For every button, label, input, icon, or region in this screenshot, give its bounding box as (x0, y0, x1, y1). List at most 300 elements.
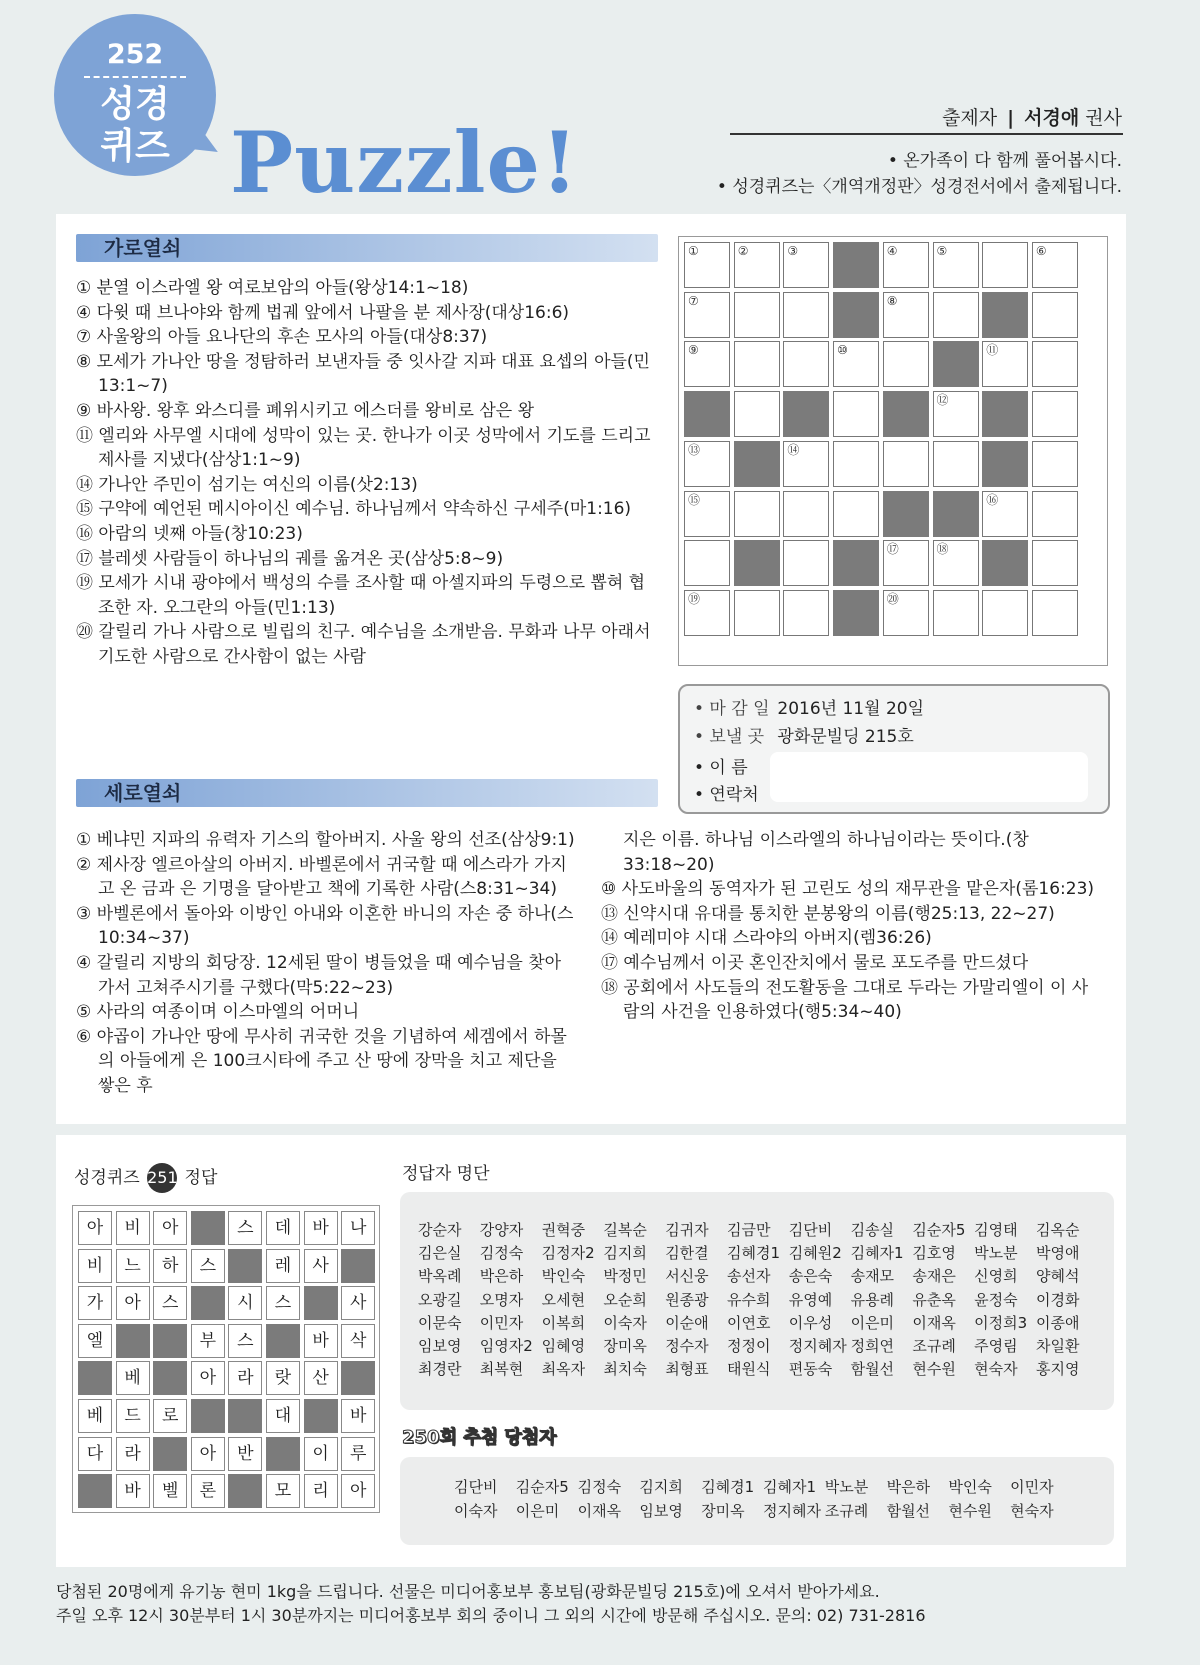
correct-name: 정수자 (665, 1337, 709, 1355)
grid-cell[interactable] (734, 341, 780, 387)
correct-name: 송재은 (912, 1267, 956, 1286)
author-suffix: 권사 (1085, 107, 1122, 129)
grid-cell[interactable] (1032, 441, 1078, 487)
author-line (942, 106, 1122, 130)
author-rule (730, 133, 1123, 135)
grid-cell[interactable] (1032, 540, 1078, 586)
answer-cell-blocked (116, 1324, 150, 1358)
correct-name: 이민자 (479, 1313, 524, 1332)
winner-name: 임보영 (639, 1502, 683, 1520)
answer-cell-blocked (228, 1474, 262, 1508)
winners-title: 250회 추첨 당첨자 (402, 1427, 557, 1448)
deadline-row (694, 698, 924, 720)
answer-cell: 아 (191, 1361, 225, 1395)
grid-cell-blocked (833, 242, 879, 288)
answer-cell-blocked (78, 1361, 112, 1395)
answer-cell-blocked (341, 1249, 375, 1283)
correct-name: 김귀자 (665, 1221, 709, 1239)
footer-visit-note: 주일 오후 12시 30분부터 1시 30분까지는 미디어홍보부 회의 중이니 그 외의 시간에 방문해 주십시오. 문의: 02) 731-2816 (56, 1606, 926, 1625)
grid-cell[interactable] (1032, 341, 1078, 387)
grid-cell[interactable] (734, 292, 780, 338)
across-header (76, 234, 658, 262)
answer-cell-blocked (78, 1474, 112, 1508)
clue-number: ⑲ (688, 591, 701, 606)
correct-name: 이은미 (850, 1313, 895, 1332)
deadline-label: • 마 감 일 (694, 699, 770, 719)
answer-cell: 루 (341, 1437, 375, 1471)
winner-name: 김정숙 (577, 1478, 622, 1496)
correct-name-row (418, 1336, 1098, 1356)
down-clue: ⑬ 신약시대 유대를 통치한 분봉왕의 이름(행25:13, 22~27) (601, 903, 1055, 924)
answer-cell: 이 (304, 1437, 338, 1471)
correct-name: 이순애 (665, 1313, 709, 1332)
grid-cell[interactable] (684, 341, 730, 387)
grid-cell[interactable] (883, 540, 929, 586)
correct-names-title: 정답자 명단 (402, 1164, 490, 1184)
correct-name-row (418, 1359, 1098, 1379)
contact-label: • 연락처 (694, 785, 759, 805)
correct-name: 편동숙 (788, 1360, 833, 1379)
winner-name: 이민자 (1010, 1478, 1054, 1496)
answer-cell: 아 (78, 1211, 112, 1245)
correct-name: 길복순 (603, 1221, 647, 1239)
grid-cell[interactable] (783, 441, 829, 487)
winner-name-row (454, 1477, 1072, 1497)
correct-name: 권혁중 (541, 1221, 586, 1239)
correct-name: 박은하 (479, 1267, 524, 1286)
correct-name: 박옥례 (418, 1267, 462, 1286)
across-clue: ④ 다윗 때 브나야와 함께 법궤 앞에서 나팔을 분 제사장(대상16:6) (76, 302, 570, 323)
grid-cell[interactable] (734, 391, 780, 437)
answer-cell: 나 (341, 1211, 375, 1245)
answer-cell: 시 (228, 1286, 262, 1320)
winner-name-row (454, 1501, 1072, 1521)
correct-name: 이복희 (541, 1313, 586, 1332)
puzzle-panel (56, 214, 1126, 1124)
answer-cell: 라 (116, 1437, 150, 1471)
correct-name: 이정희3 (974, 1313, 1028, 1332)
grid-cell[interactable] (933, 590, 979, 636)
winner-name: 함월선 (886, 1502, 931, 1520)
answer-cell: 엘 (78, 1324, 112, 1358)
grid-cell[interactable] (1032, 242, 1078, 288)
grid-cell-blocked (783, 391, 829, 437)
note-family: • 온가족이 다 함께 풀어봅시다. (887, 151, 1122, 171)
correct-name: 김옥순 (1035, 1221, 1080, 1239)
grid-cell-blocked (734, 540, 780, 586)
correct-name-row (418, 1313, 1098, 1333)
clue-number: ④ (886, 244, 898, 258)
correct-name: 윤정숙 (974, 1290, 1018, 1309)
grid-cell[interactable] (883, 590, 929, 636)
down-clue: ② 제사장 엘르아살의 아버지. 바벨론에서 귀국할 때 에스라가 가지고 온 금과 은 기명을 달아받고 책에 기록한 사람(스8:31~34) (76, 854, 567, 900)
answer-cell: 리 (304, 1474, 338, 1508)
answer-cell: 스 (228, 1211, 262, 1245)
grid-cell-blocked (982, 441, 1028, 487)
answer-cell: 드 (116, 1399, 150, 1433)
grid-cell[interactable] (933, 242, 979, 288)
grid-cell[interactable] (1032, 391, 1078, 437)
answer-cell: 데 (266, 1211, 300, 1245)
clue-number: ⑨ (688, 343, 699, 358)
answer-cell: 레 (266, 1249, 300, 1283)
answer-cell: 가 (78, 1286, 112, 1320)
grid-cell[interactable] (684, 441, 730, 487)
correct-name: 강순자 (418, 1221, 462, 1239)
correct-name: 김정자2 (541, 1244, 595, 1263)
across-clue: ⑲ 모세가 시내 광야에서 백성의 수를 조사할 때 아셀지파의 두령으로 뽑혀 협조한 자. 오그란의 아들(민1:13) (76, 573, 646, 618)
badge-line2: 퀴즈 (100, 126, 170, 167)
correct-name: 송재모 (850, 1267, 895, 1286)
down-clue: 지은 이름. 하나님 이스라엘의 하나님이라는 뜻이다.(창33:18~20) (623, 830, 1029, 875)
winner-name: 정지혜자 (762, 1502, 821, 1520)
answer-cell-blocked (304, 1399, 338, 1433)
answer-cell: 로 (153, 1399, 187, 1433)
answer-cell: 베 (116, 1361, 150, 1395)
correct-name: 김순자5 (912, 1221, 966, 1239)
correct-name: 차일환 (1035, 1337, 1080, 1355)
clue-number: ③ (787, 244, 799, 258)
answer-cell-blocked (153, 1437, 187, 1471)
grid-cell-blocked (982, 540, 1028, 586)
correct-name: 유수희 (726, 1290, 771, 1309)
grid-cell[interactable] (684, 491, 730, 537)
correct-name: 이종애 (1035, 1313, 1080, 1332)
answer-cell: 바 (116, 1474, 150, 1508)
address-value: 광화문빌딩 215호 (777, 727, 914, 747)
clue-number: ⑧ (886, 293, 898, 308)
grid-cell[interactable] (783, 590, 829, 636)
grid-cell[interactable] (1032, 292, 1078, 338)
grid-cell[interactable] (1032, 491, 1078, 537)
correct-name: 김지희 (603, 1244, 647, 1263)
across-clue: ⑳ 갈릴리 가나 사람으로 빌립의 친구. 예수님을 소개받음. 무화과 나무 아래서 기도한 사람으로 간사함이 없는 사람 (76, 622, 651, 667)
clue-number: ⑥ (1035, 244, 1047, 258)
answer-cell: 하 (153, 1249, 187, 1283)
page-title: Puzzle! (230, 113, 579, 212)
winner-name: 조규례 (824, 1502, 869, 1520)
clue-number: ⑭ (787, 442, 800, 457)
grid-cell[interactable] (883, 441, 929, 487)
down-clue: ⑤ 사라의 여종이며 이스마엘의 어머니 (76, 1002, 360, 1023)
answer-cell: 스 (191, 1249, 225, 1283)
correct-name: 신영희 (974, 1267, 1018, 1286)
correct-name: 정희연 (850, 1337, 895, 1355)
answer-cell-blocked (191, 1286, 225, 1320)
clue-number: ① (688, 244, 699, 258)
correct-name: 김영태 (974, 1221, 1018, 1239)
answer-cell-blocked (304, 1286, 338, 1320)
answer-cell: 바 (304, 1211, 338, 1245)
correct-name: 원종광 (665, 1290, 709, 1309)
winner-name: 김순자5 (515, 1478, 569, 1496)
down-clue: ⑱ 공회에서 사도들의 전도활동을 그대로 두라는 가말리엘이 이 사람의 사건을 인용하였다(행5:34~40) (601, 977, 1089, 1023)
across-clue: ⑮ 구약에 예언된 메시아이신 예수님. 하나님께서 약속하신 구세주(마1:16) (76, 499, 632, 520)
down-title: 세로열쇠 (104, 781, 182, 805)
correct-name: 함월선 (850, 1360, 895, 1379)
answer-cell-blocked (153, 1361, 187, 1395)
grid-cell[interactable] (684, 540, 730, 586)
grid-cell[interactable] (883, 242, 929, 288)
correct-name: 송선자 (726, 1267, 771, 1286)
correct-name: 박노분 (974, 1244, 1018, 1263)
grid-cell[interactable] (684, 292, 730, 338)
deadline-value: 2016년 11월 20일 (777, 699, 925, 719)
answer-cell: 베 (78, 1399, 112, 1433)
grid-cell-blocked (883, 491, 929, 537)
down-clue: ⑰ 예수님께서 이곳 혼인잔치에서 물로 포도주를 만드셨다 (601, 952, 1029, 973)
answer-title-prefix: 성경퀴즈 (74, 1168, 140, 1188)
correct-name: 박영애 (1035, 1244, 1080, 1263)
winner-name: 현숙자 (1010, 1502, 1054, 1520)
winner-name: 장미옥 (701, 1502, 745, 1520)
grid-cell-blocked (833, 292, 879, 338)
answer-cell: 대 (266, 1399, 300, 1433)
author-separator: | (1007, 107, 1015, 129)
clue-number: ⑬ (688, 442, 701, 457)
grid-cell[interactable] (783, 491, 829, 537)
answer-cell: 사 (341, 1286, 375, 1320)
correct-name: 김단비 (788, 1221, 833, 1239)
badge-line1: 성경 (100, 84, 170, 125)
grid-cell[interactable] (883, 341, 929, 387)
answer-title-suffix: 정답 (184, 1168, 218, 1188)
correct-name: 김호영 (912, 1244, 956, 1263)
correct-name: 조규례 (912, 1337, 956, 1355)
clue-number: ⑩ (837, 343, 848, 358)
grid-cell[interactable] (982, 242, 1028, 288)
correct-name: 김정숙 (479, 1244, 524, 1263)
across-clue: ⑨ 바사왕. 왕후 와스디를 폐위시키고 에스더를 왕비로 삼은 왕 (76, 400, 535, 421)
answer-cell: 랏 (266, 1361, 300, 1395)
grid-cell[interactable] (833, 441, 879, 487)
correct-name: 최옥자 (541, 1360, 586, 1379)
grid-cell[interactable] (783, 341, 829, 387)
grid-cell[interactable] (933, 292, 979, 338)
grid-cell[interactable] (783, 292, 829, 338)
down-header (76, 779, 658, 807)
across-title: 가로열쇠 (104, 236, 182, 260)
grid-cell-blocked (684, 391, 730, 437)
answer-cell-blocked (228, 1249, 262, 1283)
across-clue: ① 분열 이스라엘 왕 여로보암의 아들(왕상14:1~18) (76, 278, 469, 298)
clue-number: ② (737, 244, 749, 258)
answer-title (74, 1163, 217, 1193)
clue-number: ⑦ (688, 293, 699, 308)
answer-cell-blocked (191, 1399, 225, 1433)
grid-cell[interactable] (982, 590, 1028, 636)
author-label: 출제자 (942, 107, 998, 129)
grid-cell[interactable] (933, 540, 979, 586)
note-bible-edition: • 성경퀴즈는〈개역개정판〉성경전서에서 출제됩니다. (716, 177, 1122, 197)
down-clue: ⑩ 사도바울의 동역자가 된 고린도 성의 재무관을 맡은자(롬16:23) (601, 879, 1095, 900)
correct-name: 주영림 (974, 1337, 1018, 1355)
correct-name: 강양자 (479, 1221, 524, 1239)
correct-name: 정지혜자 (788, 1337, 847, 1355)
answer-cell: 삭 (341, 1324, 375, 1358)
correct-name: 태원식 (726, 1360, 771, 1379)
grid-cell[interactable] (684, 242, 730, 288)
answer-cell: 아 (341, 1474, 375, 1508)
correct-name: 이우성 (788, 1313, 833, 1332)
grid-cell[interactable] (684, 590, 730, 636)
correct-name: 박인숙 (541, 1267, 586, 1286)
correct-name: 이경화 (1035, 1290, 1080, 1309)
answer-cell: 스 (266, 1286, 300, 1320)
across-clue: ⑧ 모세가 가나안 땅을 정탐하러 보낸자들 중 잇사갈 지파 대표 요셉의 아들(민13:1~7) (76, 351, 650, 397)
grid-cell-blocked (883, 391, 929, 437)
correct-name: 최치숙 (603, 1360, 647, 1379)
address-row (694, 726, 914, 748)
correct-name: 현수원 (912, 1360, 956, 1379)
footer-prize-note: 당첨된 20명에게 유기농 현미 1kg을 드립니다. 선물은 미디어홍보부 홍보팀(광화문빌딩 215호)에 오셔서 받아가세요. (56, 1582, 880, 1601)
correct-name: 이문숙 (418, 1313, 462, 1332)
grid-cell[interactable] (734, 242, 780, 288)
winner-name: 박은하 (886, 1478, 931, 1496)
correct-name: 최복현 (479, 1360, 524, 1379)
grid-cell[interactable] (734, 590, 780, 636)
answer-cell: 모 (266, 1474, 300, 1508)
correct-name: 오순희 (603, 1290, 647, 1309)
across-clue: ⑦ 사울왕의 아들 요나단의 후손 모사의 아들(대상8:37) (76, 327, 488, 348)
correct-name: 유영예 (788, 1290, 833, 1309)
correct-name: 김혜자1 (850, 1244, 904, 1263)
across-clue: ⑭ 가나안 주민이 섬기는 여신의 이름(삿2:13) (76, 474, 418, 495)
across-clue: ⑰ 블레셋 사람들이 하나님의 궤를 옮겨온 곳(삼상5:8~9) (76, 548, 504, 569)
grid-cell-blocked (833, 590, 879, 636)
correct-name: 최형표 (665, 1360, 709, 1379)
correct-name-row (418, 1290, 1098, 1310)
correct-name: 김은실 (418, 1244, 462, 1263)
winner-name: 현수원 (948, 1502, 992, 1520)
answer-cell-blocked (191, 1211, 225, 1245)
answer-cell: 비 (116, 1211, 150, 1245)
answer-cell: 라 (228, 1361, 262, 1395)
answer-cell: 부 (191, 1324, 225, 1358)
grid-cell[interactable] (783, 540, 829, 586)
answer-cell: 론 (191, 1474, 225, 1508)
grid-cell-blocked (982, 292, 1028, 338)
correct-name: 현숙자 (974, 1360, 1018, 1379)
answer-issue-badge: 251 (147, 1163, 177, 1193)
winner-name: 이은미 (515, 1502, 560, 1520)
answer-cell: 아 (116, 1286, 150, 1320)
grid-cell[interactable] (734, 491, 780, 537)
grid-cell[interactable] (982, 491, 1028, 537)
clue-number: ⑤ (936, 244, 948, 258)
grid-cell[interactable] (1032, 590, 1078, 636)
correct-name: 김혜경1 (726, 1244, 780, 1263)
correct-name: 최경란 (418, 1360, 462, 1379)
grid-cell[interactable] (933, 441, 979, 487)
issue-number: 252 (106, 39, 164, 70)
correct-name: 오명자 (479, 1290, 524, 1309)
results-panel (56, 1135, 1126, 1567)
answer-cell-blocked (341, 1361, 375, 1395)
correct-name: 송은숙 (788, 1267, 833, 1286)
across-clue: ⑪ 엘리와 사무엘 시대에 성막이 있는 곳. 한나가 이곳 성막에서 기도를 드리고 제사를 지냈다(삼상1:1~9) (76, 425, 651, 471)
grid-cell[interactable] (833, 491, 879, 537)
winner-name: 김혜경1 (701, 1478, 755, 1496)
correct-name: 양혜석 (1035, 1267, 1080, 1286)
name-label: • 이 름 (694, 758, 748, 778)
clue-number: ⑳ (886, 591, 899, 606)
grid-cell-blocked (982, 391, 1028, 437)
correct-name: 임혜영 (541, 1337, 586, 1355)
answer-cell: 사 (304, 1249, 338, 1283)
clue-number: ⑪ (986, 343, 999, 358)
author-name: 서경애 (1024, 107, 1080, 129)
answer-cell: 바 (304, 1324, 338, 1358)
answer-cell: 바 (341, 1399, 375, 1433)
submission-info (678, 684, 1110, 814)
down-clue: ⑥ 야곱이 가나안 땅에 무사히 귀국한 것을 기념하여 세겜에서 하몰의 아들에게 은 100크시타에 주고 산 땅에 장막을 치고 제단을 쌓은 후 (76, 1026, 567, 1096)
crossword-grid (678, 236, 1108, 666)
answer-grid (72, 1205, 380, 1513)
answer-cell-blocked (266, 1324, 300, 1358)
clue-number: ⑮ (688, 492, 701, 507)
winner-name: 이재옥 (577, 1502, 622, 1520)
winner-name: 박인숙 (948, 1478, 992, 1496)
answer-cell: 스 (153, 1286, 187, 1320)
grid-cell[interactable] (933, 391, 979, 437)
correct-name: 임영자2 (479, 1337, 533, 1355)
grid-cell[interactable] (833, 391, 879, 437)
winner-name: 김혜자1 (762, 1478, 816, 1496)
clue-number: ⑫ (936, 393, 949, 408)
correct-name: 장미옥 (603, 1337, 647, 1355)
clue-number: ⑯ (986, 492, 999, 507)
correct-name-row (418, 1220, 1098, 1240)
winner-name: 박노분 (824, 1478, 869, 1496)
answer-cell: 느 (116, 1249, 150, 1283)
answer-cell: 스 (228, 1324, 262, 1358)
answer-cell: 산 (304, 1361, 338, 1395)
down-clue: ⑭ 예레미야 시대 스라야의 아버지(렘36:26) (601, 928, 932, 949)
answer-cell: 다 (78, 1437, 112, 1471)
winner-name: 김단비 (454, 1478, 498, 1496)
correct-name: 임보영 (418, 1337, 462, 1355)
answer-cell: 아 (153, 1211, 187, 1245)
grid-cell[interactable] (883, 292, 929, 338)
correct-name: 김송실 (850, 1221, 895, 1239)
correct-names-box (400, 1192, 1114, 1410)
correct-name: 유춘옥 (912, 1290, 956, 1309)
down-clue: ③ 바벨론에서 돌아와 이방인 아내와 이혼한 바니의 자손 중 하나(스10:34~37) (76, 903, 574, 949)
correct-name: 이연호 (726, 1313, 771, 1332)
clue-number: ⑰ (886, 542, 899, 557)
answer-cell: 아 (191, 1437, 225, 1471)
correct-name: 이숙자 (603, 1313, 647, 1332)
correct-name-row (418, 1243, 1098, 1263)
down-clue: ① 베냐민 지파의 유력자 기스의 할아버지. 사울 왕의 선조(삼상9:1) (76, 830, 575, 850)
answer-cell-blocked (266, 1437, 300, 1471)
grid-cell[interactable] (783, 242, 829, 288)
correct-name: 김금만 (726, 1221, 771, 1239)
grid-cell-blocked (933, 491, 979, 537)
correct-name: 정정이 (726, 1337, 771, 1355)
clue-number: ⑱ (936, 542, 949, 557)
correct-name: 서신웅 (665, 1267, 709, 1286)
answer-cell: 비 (78, 1249, 112, 1283)
name-contact-field[interactable] (770, 752, 1088, 802)
grid-cell[interactable] (982, 341, 1028, 387)
grid-cell[interactable] (833, 341, 879, 387)
down-clue-list-right (601, 828, 1101, 1025)
grid-cell-blocked (833, 540, 879, 586)
correct-name: 오세현 (541, 1290, 586, 1309)
down-clue-list-left (76, 828, 576, 1099)
